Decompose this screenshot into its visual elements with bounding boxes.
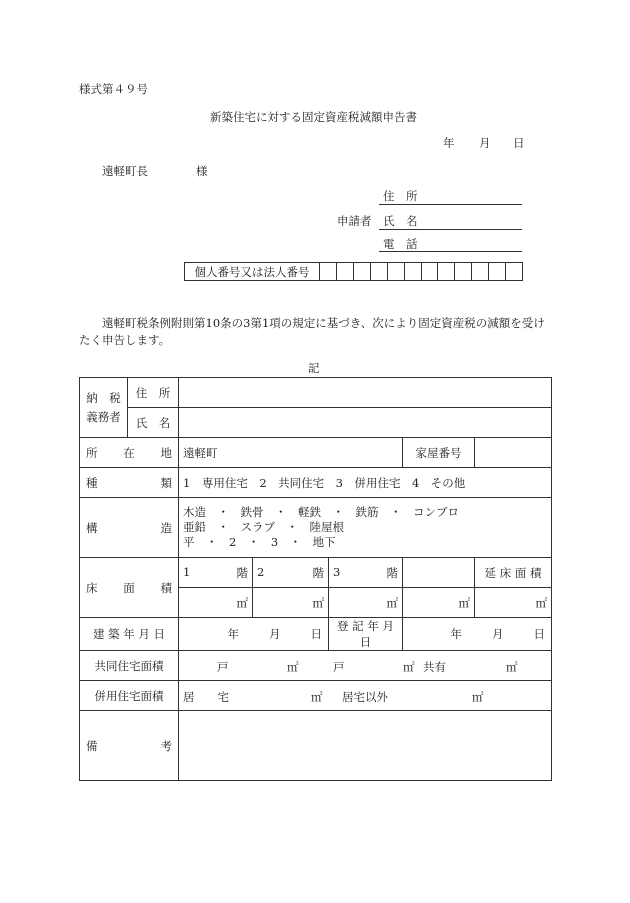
floor-1-area[interactable]: ㎡ <box>179 588 253 618</box>
addressee-name: 遠軽町長 <box>102 164 148 178</box>
id-number-box <box>184 262 523 281</box>
mixed-area-label: 併用住宅面積 <box>80 681 179 711</box>
floor-extra-area[interactable]: ㎡ <box>403 588 475 618</box>
id-digit-cell[interactable] <box>489 263 506 280</box>
taxpayer-name-field[interactable] <box>179 408 552 438</box>
id-digit-cell[interactable] <box>506 263 522 280</box>
name-label: 氏 名 <box>128 408 179 438</box>
id-digit-cell[interactable] <box>320 263 337 280</box>
id-digit-cell[interactable] <box>371 263 388 280</box>
kind-options[interactable]: 1 専用住宅 2 共同住宅 3 併用住宅 4 その他 <box>179 468 552 498</box>
id-digit-cell[interactable] <box>455 263 472 280</box>
floor-2-area[interactable]: ㎡ <box>253 588 329 618</box>
addressee-honorific: 様 <box>196 164 208 178</box>
applicant-label: 申請者 <box>337 214 372 228</box>
house-number-field[interactable] <box>475 438 552 468</box>
applicant-address-label: 住 所 <box>383 189 418 203</box>
registration-date-field[interactable]: 年 月 日 <box>403 618 552 651</box>
id-digit-cell[interactable] <box>388 263 405 280</box>
floor-3-area[interactable]: ㎡ <box>329 588 403 618</box>
location-value[interactable]: 遠軽町 <box>179 438 403 468</box>
structure-label: 構 造 <box>80 498 179 558</box>
house-number-label: 家屋番号 <box>403 438 475 468</box>
id-digit-cell[interactable] <box>354 263 371 280</box>
id-digit-cell[interactable] <box>438 263 455 280</box>
kind-label: 種 類 <box>80 468 179 498</box>
shared-area-field[interactable]: 戸 ㎡ 戸 ㎡ 共有 ㎡ <box>179 651 552 681</box>
applicant-address-line[interactable] <box>379 204 522 205</box>
construction-date-label: 建 築 年 月 日 <box>80 618 179 651</box>
shared-area-label: 共同住宅面積 <box>80 651 179 681</box>
floor-extra-header <box>403 558 475 588</box>
body-text-line2: たく申告します。 <box>79 333 171 347</box>
location-label: 所 在 地 <box>80 438 179 468</box>
body-text-line1: 遠軽町税条例附則第10条の3第1項の規定に基づき、次により固定資産税の減額を受け <box>102 316 545 330</box>
floor-area-label: 床 面 積 <box>80 558 179 618</box>
applicant-name-label: 氏 名 <box>383 214 418 228</box>
total-floor-area-label: 延 床 面 積 <box>475 558 552 588</box>
mixed-area-field[interactable]: 居 宅 ㎡ 居宅以外 ㎡ <box>179 681 552 711</box>
form-number: 様式第４９号 <box>79 82 148 96</box>
remarks-label: 備 考 <box>80 711 179 781</box>
applicant-phone-line[interactable] <box>379 251 522 252</box>
document-title: 新築住宅に対する固定資産税減額申告書 <box>210 110 417 124</box>
remarks-field[interactable] <box>179 711 552 781</box>
taxpayer-label: 納 税 義務者 <box>80 378 128 438</box>
id-digit-cell[interactable] <box>337 263 354 280</box>
date-year: 年 <box>443 136 455 150</box>
id-digit-cell[interactable] <box>472 263 489 280</box>
date-day: 日 <box>513 136 525 150</box>
registration-date-label: 登 記 年 月 日 <box>329 618 403 651</box>
floor-1-header: 1 階 <box>179 558 253 588</box>
structure-options[interactable]: 木造 ・ 鉄骨 ・ 軽鉄 ・ 鉄筋 ・ コンブロ 亜鉛 ・ スラブ ・ 陸屋根 平 ・ 2 ・ 3 ・ 地下 <box>179 498 552 558</box>
construction-date-field[interactable]: 年 月 日 <box>179 618 329 651</box>
applicant-name-line[interactable] <box>379 229 522 230</box>
declaration-table <box>79 377 552 781</box>
id-digit-cell[interactable] <box>405 263 422 280</box>
floor-3-header: 3 階 <box>329 558 403 588</box>
id-digit-cell[interactable] <box>422 263 439 280</box>
floor-2-header: 2 階 <box>253 558 329 588</box>
address-label: 住 所 <box>128 378 179 408</box>
ki-label: 記 <box>308 361 320 375</box>
applicant-phone-label: 電 話 <box>383 237 418 251</box>
id-number-label: 個人番号又は法人番号 <box>185 263 320 280</box>
total-floor-area[interactable]: ㎡ <box>475 588 552 618</box>
taxpayer-address-field[interactable] <box>179 378 552 408</box>
date-month: 月 <box>479 136 491 150</box>
